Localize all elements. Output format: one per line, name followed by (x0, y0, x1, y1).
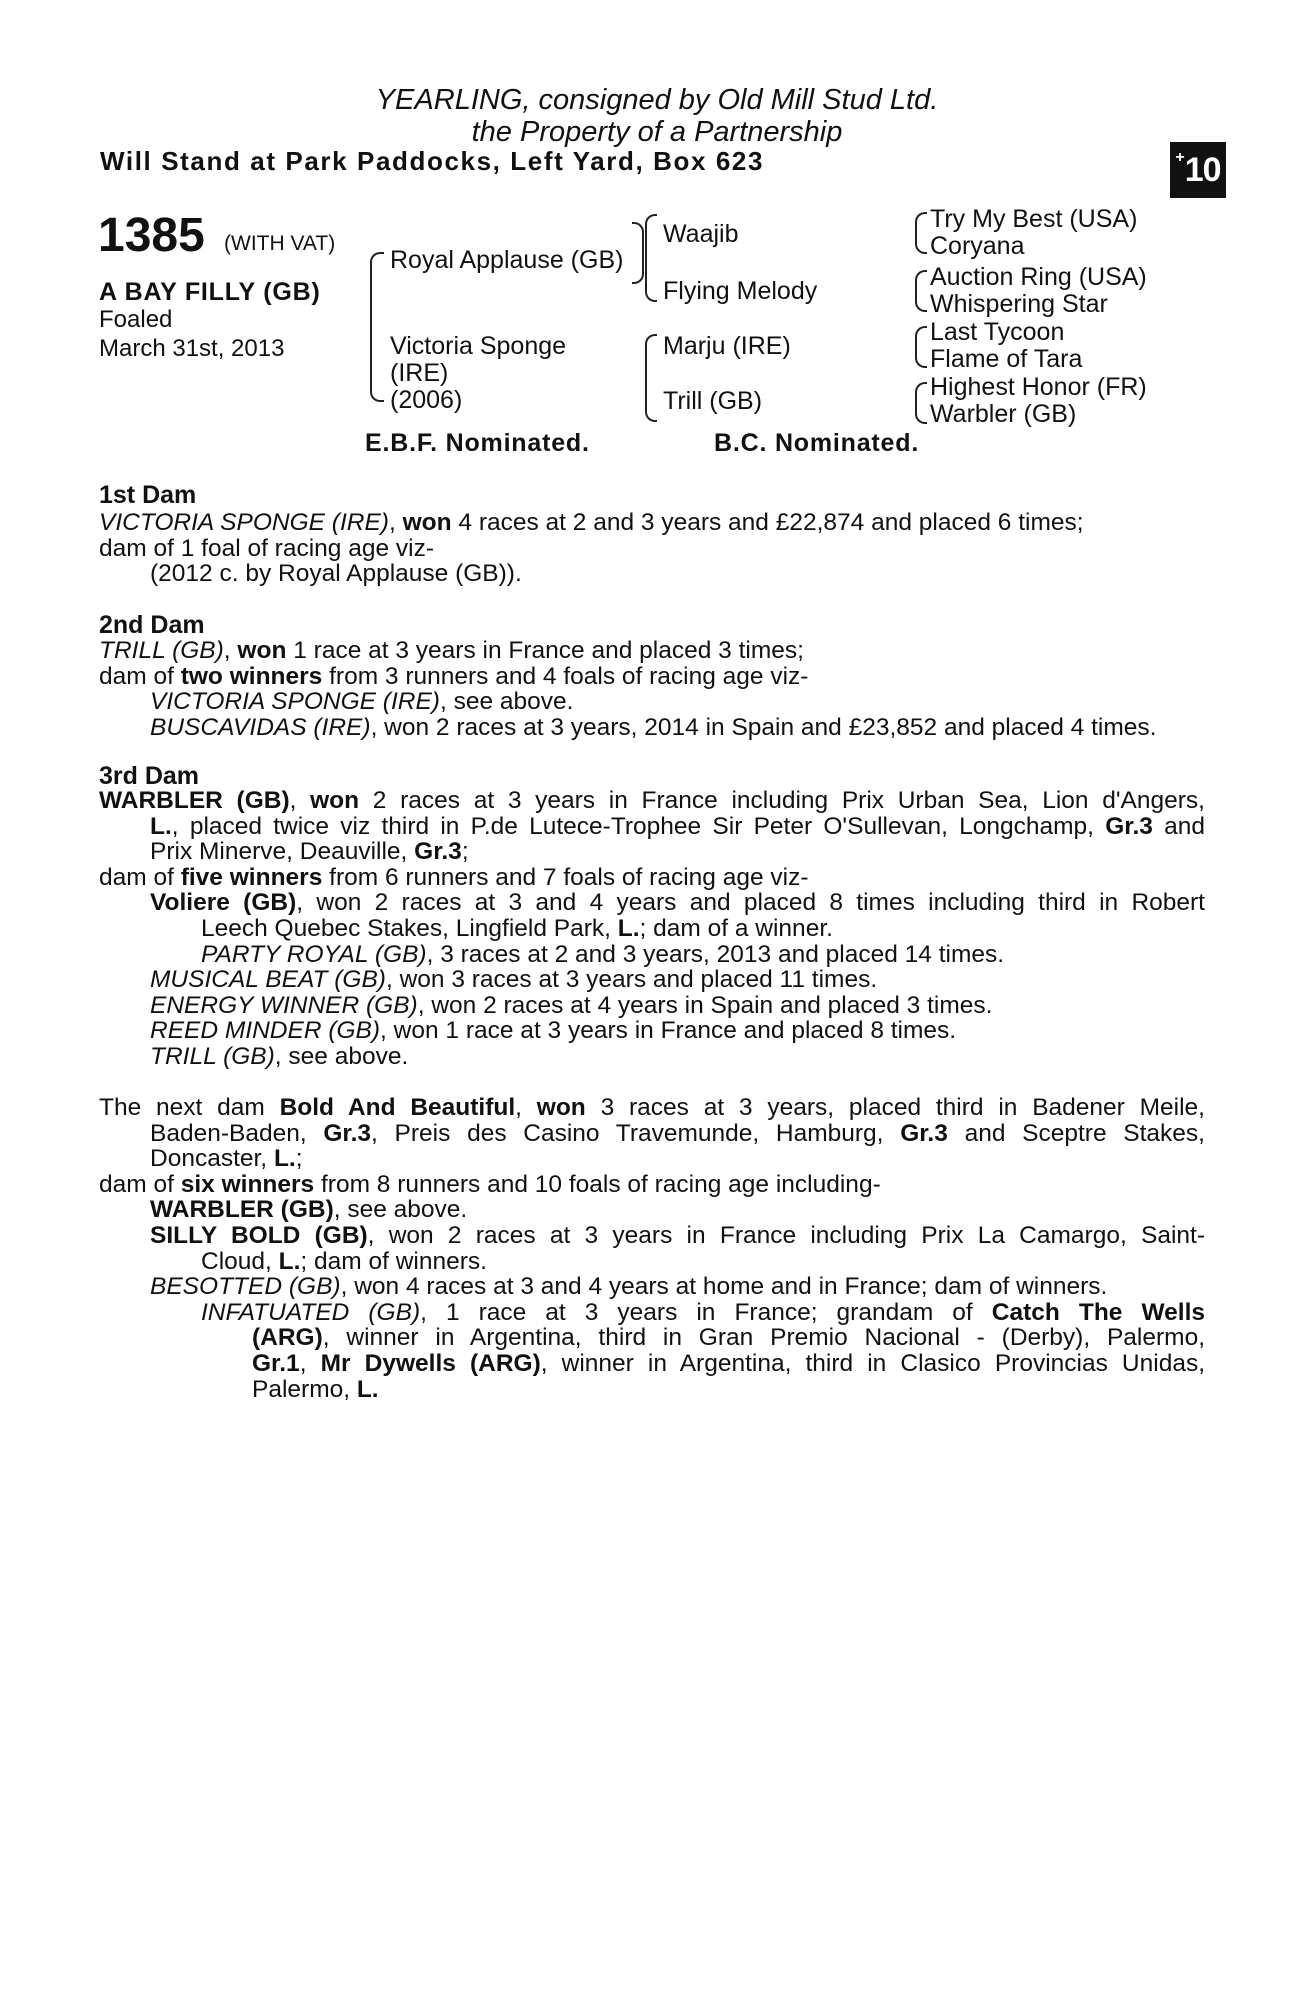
text-part: , won 1 race at 3 years in France and placed 8 times. (380, 1017, 957, 1045)
pedigree-dds: Highest Honor (FR) (930, 373, 1147, 401)
text-part: 2 races at 3 years in France including Prix Urban Sea, Lion d'Angers, (359, 787, 1205, 814)
next-dam-line-11 (252, 1351, 1205, 1377)
pedigree-brace-g4 (915, 382, 927, 424)
listed-label: L. (356, 1375, 379, 1403)
group-label: Gr.3 (900, 1119, 948, 1147)
won-label: won (402, 509, 452, 536)
text-part: dam of (99, 863, 181, 891)
winners-count: five winners (180, 863, 323, 891)
won-label: won (310, 787, 360, 814)
group-label: Gr.1 (252, 1350, 300, 1377)
next-dam-line-9 (201, 1300, 1205, 1326)
listed-label: L. (278, 1247, 301, 1275)
produce-name: Mr Dywells (ARG) (320, 1350, 541, 1377)
text-part: , won 2 races at 3 years in France including Prix La Camargo, Saint- (367, 1222, 1205, 1249)
group-label: Gr.3 (323, 1119, 372, 1147)
text-part: Baden-Baden, (150, 1119, 324, 1147)
third-dam-name: WARBLER (GB) (99, 787, 290, 814)
third-dam-line-10 (150, 1018, 956, 1044)
second-dam-name: TRILL (GB) (99, 637, 224, 664)
second-dam-line-4 (150, 715, 1156, 741)
next-dam-line-5 (150, 1197, 467, 1223)
foaled-date: March 31st, 2013 (99, 335, 285, 362)
pedigree-dam-year: (2006) (390, 386, 463, 414)
text-sep: , (289, 787, 311, 814)
pedigree-brace-g2 (915, 270, 927, 312)
next-dam-line-8 (150, 1274, 1107, 1300)
next-dam-line-4 (99, 1172, 881, 1198)
second-dam-line-1 (99, 638, 804, 664)
consignor-line: YEARLING, consigned by Old Mill Stud Ltd. (375, 84, 939, 116)
text-part: from 8 runners and 10 foals of racing age including- (314, 1170, 881, 1198)
text-part: , winner in Argentina, third in Gran Premio Nacional - (Derby), Palermo, (322, 1324, 1205, 1352)
listed-label: L. (617, 915, 640, 942)
next-dam-line-10 (252, 1325, 1205, 1351)
pedigree-brace-g3 (915, 326, 927, 368)
next-dam-line-1 (99, 1095, 1205, 1121)
third-dam-line-9 (150, 993, 992, 1019)
text-sep: , (223, 637, 238, 664)
text-part: ; dam of winners. (300, 1247, 487, 1275)
pedigree-sdd: Whispering Star (930, 290, 1108, 318)
first-dam-name: VICTORIA SPONGE (IRE) (99, 509, 389, 536)
third-dam-line-3 (150, 839, 469, 865)
pedigree-sss: Try My Best (USA) (930, 205, 1138, 233)
vat-note: (WITH VAT) (224, 232, 336, 255)
third-dam-line-1 (99, 788, 1205, 814)
lot-badge (1170, 142, 1226, 198)
first-dam-heading: 1st Dam (99, 481, 197, 509)
pedigree-brace-sire-parents (645, 214, 657, 302)
produce-name: INFATUATED (GB) (201, 1298, 421, 1326)
third-dam-line-8 (150, 967, 877, 993)
pedigree-ssd: Coryana (930, 232, 1025, 260)
text-part: ; (461, 838, 469, 866)
group-label: Gr.3 (1105, 812, 1153, 840)
text-part: , Preis des Casino Travemunde, Hamburg, (371, 1119, 901, 1147)
text-part: and (1152, 812, 1205, 840)
listed-label: L. (150, 812, 172, 840)
foaled-info (99, 305, 284, 363)
text-part: , 3 races at 2 and 3 years, 2013 and placed 14 times. (426, 940, 1005, 968)
property-line: the Property of a Partnership (471, 116, 843, 148)
horse-name: A BAY FILLY (GB) (99, 278, 321, 306)
pedigree-sire-dam: Flying Melody (663, 277, 818, 305)
text-part: and Sceptre Stakes, (947, 1119, 1205, 1147)
second-dam-heading: 2nd Dam (99, 611, 205, 639)
third-dam-line-11 (150, 1044, 408, 1070)
won-label: won (237, 637, 287, 664)
pedigree-ddd: Warbler (GB) (930, 400, 1077, 428)
second-dam-line-3 (150, 689, 573, 715)
first-dam-line-2: dam of 1 foal of racing age viz- (99, 534, 435, 562)
pedigree-dam-name: Victoria Sponge (390, 332, 567, 360)
text-part: Prix Minerve, Deauville, (150, 838, 415, 866)
pedigree-brace-g1 (915, 212, 927, 254)
text-part: from 6 runners and 7 foals of racing age viz- (322, 863, 809, 891)
text-part: ; (295, 1145, 303, 1173)
text-part: , winner in Argentina, third in Clasico Provincias Unidas, (540, 1350, 1205, 1377)
produce-name: PARTY ROYAL (GB) (201, 940, 427, 968)
text-part: , placed twice viz third in P.de Lutece-Trophee Sir Peter O'Sullevan, Longchamp, (171, 812, 1106, 840)
text-part: , see above. (333, 1196, 468, 1224)
text-part: , see above. (274, 1043, 409, 1070)
winners-count: six winners (180, 1170, 315, 1198)
text-part: , see above. (439, 688, 574, 716)
third-dam-line-2 (150, 814, 1205, 840)
produce-name: WARBLER (GB) (150, 1196, 334, 1224)
won-label: won (536, 1094, 586, 1121)
bc-nominated: B.C. Nominated. (714, 429, 920, 457)
text-part: , won 2 races at 3 and 4 years and placed 8 times including third in Robert (296, 889, 1205, 917)
text-part: 3 races at 3 years, placed third in Badener Meile, (585, 1094, 1205, 1121)
produce-name: BESOTTED (GB) (150, 1273, 341, 1301)
text-part: dam of (99, 662, 181, 690)
pedigree-sire-sire: Waajib (663, 220, 739, 248)
text-part: Doncaster, (150, 1145, 274, 1173)
third-dam-line-5 (150, 890, 1205, 916)
produce-name: REED MINDER (GB) (150, 1017, 381, 1045)
next-dam-line-3 (150, 1146, 303, 1172)
pedigree-dsd: Flame of Tara (930, 345, 1083, 373)
third-dam-line-7 (201, 942, 1004, 968)
text-part: Palermo, (252, 1375, 357, 1403)
second-dam-record: 1 race at 3 years in France and placed 3 times; (286, 637, 804, 664)
third-dam-line-4 (99, 865, 809, 891)
first-dam-line-1 (99, 510, 1084, 536)
produce-country: (ARG) (252, 1324, 323, 1352)
produce-name: SILLY BOLD (GB) (150, 1222, 368, 1249)
text-part: from 3 runners and 4 foals of racing age viz- (322, 662, 809, 690)
produce-name: ENERGY WINNER (GB) (150, 991, 418, 1019)
badge-number: 10 (1184, 150, 1221, 189)
text-part: , 1 race at 3 years in France; grandam of (420, 1298, 992, 1326)
pedigree-dam-country: (IRE) (390, 359, 449, 387)
text-part: , won 2 races at 4 years in Spain and placed 3 times. (417, 991, 993, 1019)
text-sep: , (299, 1350, 321, 1377)
pedigree-sire: Royal Applause (GB) (390, 246, 624, 274)
produce-name: TRILL (GB) (150, 1043, 275, 1070)
third-dam-line-6 (201, 916, 833, 942)
next-dam-line-2 (150, 1121, 1205, 1147)
text-part: Leech Quebec Stakes, Lingfield Park, (201, 915, 618, 942)
winners-count: two winners (180, 662, 323, 690)
pedigree-dss: Last Tycoon (930, 318, 1065, 346)
pedigree-brace-main (370, 252, 384, 402)
lot-number: 1385 (98, 209, 205, 262)
stand-location: Will Stand at Park Paddocks, Left Yard, Box 623 (100, 146, 765, 176)
first-dam-record: 4 races at 2 and 3 years and £22,874 and placed 6 times; (451, 509, 1084, 536)
group-label: Gr.3 (414, 838, 462, 866)
produce-name: MUSICAL BEAT (GB) (150, 966, 386, 994)
badge-plus: + (1175, 149, 1184, 166)
next-dam-name: Bold And Beautiful (279, 1094, 516, 1121)
ebf-nominated: E.B.F. Nominated. (365, 429, 590, 457)
produce-name: VICTORIA SPONGE (IRE) (150, 688, 440, 716)
pedigree-dam (390, 333, 566, 414)
pedigree-sds: Auction Ring (USA) (930, 263, 1147, 291)
listed-label: L. (273, 1145, 296, 1173)
pedigree-brace-sire (632, 222, 644, 284)
text-sep: , (515, 1094, 537, 1121)
pedigree-brace-dam-parents (645, 334, 657, 422)
text-part: Cloud, (201, 1247, 279, 1275)
pedigree-dam-dam: Trill (GB) (663, 387, 763, 415)
text-part: ; dam of a winner. (639, 915, 833, 942)
produce-name: Catch The Wells (991, 1298, 1206, 1326)
second-dam-line-2 (99, 664, 808, 690)
produce-name: Voliere (GB) (150, 889, 297, 917)
third-dam-heading: 3rd Dam (99, 762, 200, 790)
next-dam-line-12 (252, 1377, 379, 1403)
text-part: The next dam (99, 1094, 280, 1121)
pedigree-dam-sire: Marju (IRE) (663, 332, 791, 360)
first-dam-line-3: (2012 c. by Royal Applause (GB)). (150, 560, 522, 588)
next-dam-line-6 (150, 1223, 1205, 1249)
next-dam-line-7 (201, 1249, 487, 1275)
text-part: , won 3 races at 3 years and placed 11 times. (385, 966, 878, 994)
produce-name: BUSCAVIDAS (IRE) (150, 713, 371, 741)
text-sep: , (388, 509, 403, 536)
foaled-label: Foaled (99, 306, 173, 333)
text-part: , won 2 races at 3 years, 2014 in Spain and £23,852 and placed 4 times. (370, 713, 1157, 741)
text-part: , won 4 races at 3 and 4 years at home and in France; dam of winners. (340, 1273, 1108, 1301)
text-part: dam of (99, 1170, 181, 1198)
